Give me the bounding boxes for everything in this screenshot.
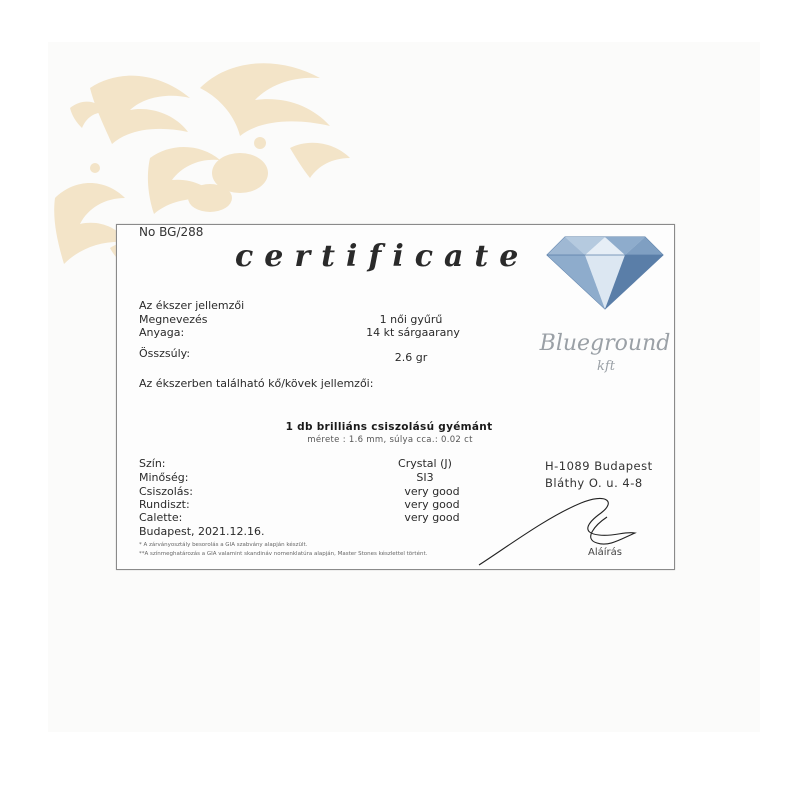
color-label: Szín: [139, 457, 166, 470]
place-date: Budapest, 2021.12.16. [139, 525, 265, 538]
material-value: 14 kt sárgaarany [366, 326, 460, 339]
jewelry-name-label: Megnevezés [139, 313, 208, 326]
cut-value: very good [404, 485, 460, 498]
stone-details: mérete : 1.6 mm, súlya cca.: 0.02 ct [307, 435, 473, 445]
total-weight-value: 2.6 gr [394, 351, 428, 364]
certificate-number: No BG/288 [139, 225, 204, 239]
clarity-label: Minőség: [139, 471, 189, 484]
brand-suffix: kft [597, 359, 615, 374]
color-value: Crystal (J) [398, 457, 452, 470]
address-line-1: H-1089 Budapest [545, 459, 653, 473]
diamond-logo-icon [545, 233, 665, 311]
footnote-clarity: * A zárványosztály besorolás a GIA szabvány alapján készült. [139, 542, 308, 548]
certificate-title: certificate [235, 239, 530, 274]
brand-name: Blueground [539, 331, 671, 356]
certificate-card [116, 224, 675, 570]
material-label: Anyaga: [139, 326, 185, 339]
address-line-2: Bláthy O. u. 4-8 [545, 476, 643, 490]
section-jewelry-heading: Az ékszer jellemzői [139, 299, 245, 312]
culet-label: Calette: [139, 511, 183, 524]
girdle-label: Rundiszt: [139, 498, 190, 511]
jewelry-name-value: 1 női gyűrű [379, 313, 443, 326]
clarity-value: SI3 [416, 471, 434, 484]
section-stones-heading: Az ékszerben található kő/kövek jellemzői: [139, 377, 374, 390]
footnote-color: **A színmeghatározás a GIA valamint skandináv nomenklatúra alapján, Master Stones készlettel történt. [139, 551, 428, 557]
signature-label: Aláírás [588, 547, 622, 558]
stone-title: 1 db brilliáns csiszolású gyémánt [285, 421, 493, 433]
cut-label: Csiszolás: [139, 485, 193, 498]
girdle-value: very good [404, 498, 460, 511]
total-weight-label: Összsúly: [139, 347, 191, 360]
culet-value: very good [404, 511, 460, 524]
